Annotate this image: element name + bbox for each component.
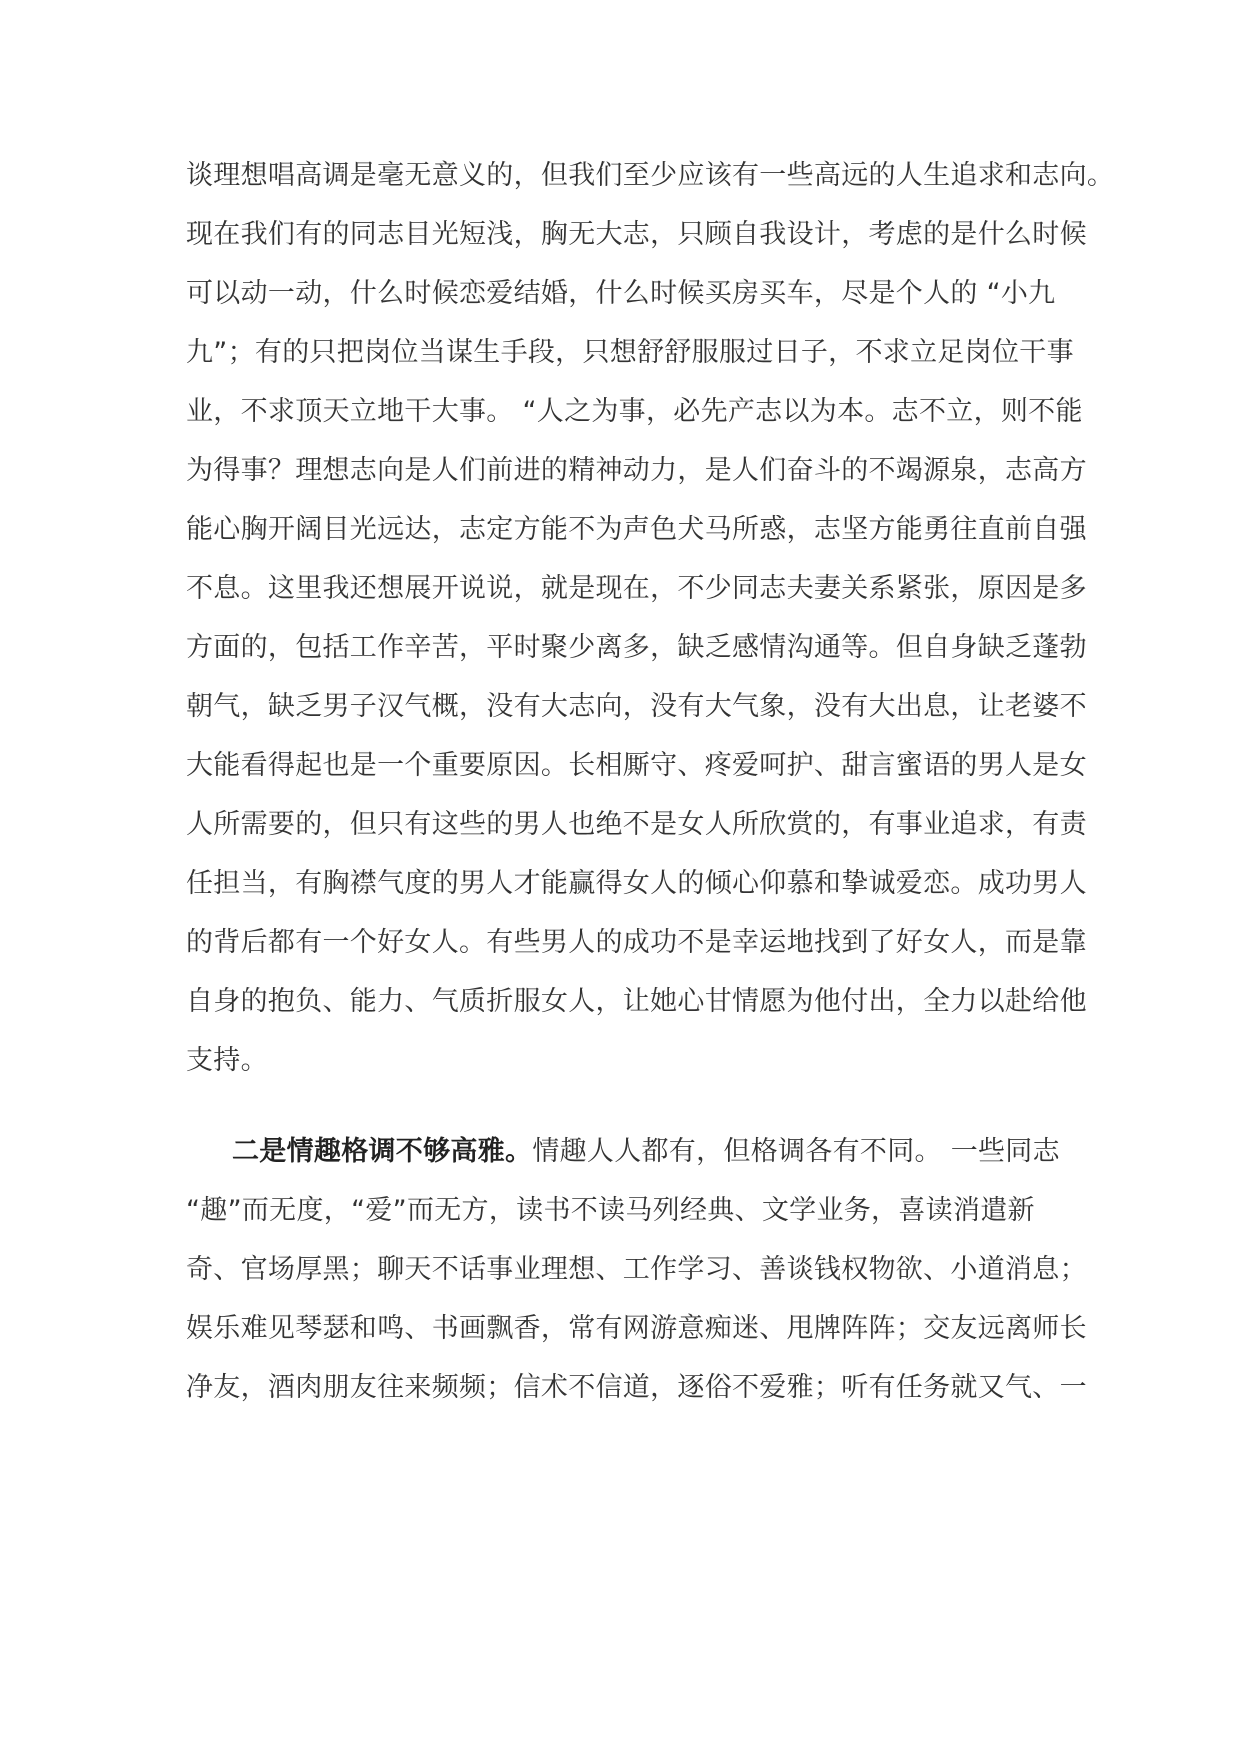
paragraph-line: 为得事？理想志向是人们前进的精神动力，是人们奋斗的不竭源泉，志高方 [186,455,1087,486]
paragraph-line: 的背后都有一个好女人。有些男人的成功不是幸运地找到了好女人，而是靠 [186,927,1087,958]
paragraph-line: 支持。 [186,1045,268,1076]
paragraph-line: 现在我们有的同志目光短浅，胸无大志，只顾自我设计，考虑的是什么时候 [186,219,1087,250]
paragraph-line: 能心胸开阔目光远达，志定方能不为声色犬马所惑，志坚方能勇往直前自强 [186,514,1087,545]
paragraph-line: 娱乐难见琴瑟和鸣、书画飘香，常有网游意痴迷、甩牌阵阵；交友远离师长 [186,1313,1087,1344]
paragraph-line: 朝气，缺乏男子汉气概，没有大志向，没有大气象，没有大出息，让老婆不 [186,691,1087,722]
section-heading: 二是情趣格调不够高雅。 [232,1136,533,1167]
paragraph-line: 奇、官场厚黑；聊天不话事业理想、工作学习、善谈钱权物欲、小道消息； [186,1254,1087,1285]
paragraph-line: 可以动一动，什么时候恋爱结婚，什么时候买房买车，尽是个人的 “小九 [186,278,1056,309]
paragraph-line: 不息。这里我还想展开说说，就是现在，不少同志夫妻关系紧张，原因是多 [186,573,1087,604]
paragraph-line: 方面的，包括工作辛苦，平时聚少离多，缺乏感情沟通等。但自身缺乏蓬勃 [186,632,1087,663]
paragraph-line: 任担当，有胸襟气度的男人才能赢得女人的倾心仰慕和挚诚爱恋。成功男人 [186,868,1087,899]
paragraph-line: 业，不求顶天立地干大事。 “人之为事，必先产志以为本。志不立，则不能 [186,396,1083,427]
paragraph-line: 九”；有的只把岗位当谋生手段，只想舒舒服服过日子，不求立足岗位干事 [186,337,1074,368]
paragraph-text: 情趣人人都有，但格调各有不同。 一些同志 [532,1136,1060,1167]
paragraph-line: 人所需要的，但只有这些的男人也绝不是女人所欣赏的，有事业追求，有责 [186,809,1087,840]
paragraph-line: 大能看得起也是一个重要原因。长相厮守、疼爱呵护、甜言蜜语的男人是女 [186,750,1087,781]
paragraph-line: 自身的抱负、能力、气质折服女人，让她心甘情愿为他付出，全力以赴给他 [186,986,1087,1017]
paragraph-line: 谈理想唱高调是毫无意义的，但我们至少应该有一些高远的人生追求和志向。 [186,160,1115,191]
paragraph-first-line [232,1135,1066,1169]
paragraph-line: 净友，酒肉朋友往来频频；信术不信道，逐俗不爱雅；听有任务就又气、一 [186,1372,1087,1403]
paragraph-line: “趣”而无度，“爱”而无方，读书不读马列经典、文学业务，喜读消遣新 [186,1195,1035,1226]
